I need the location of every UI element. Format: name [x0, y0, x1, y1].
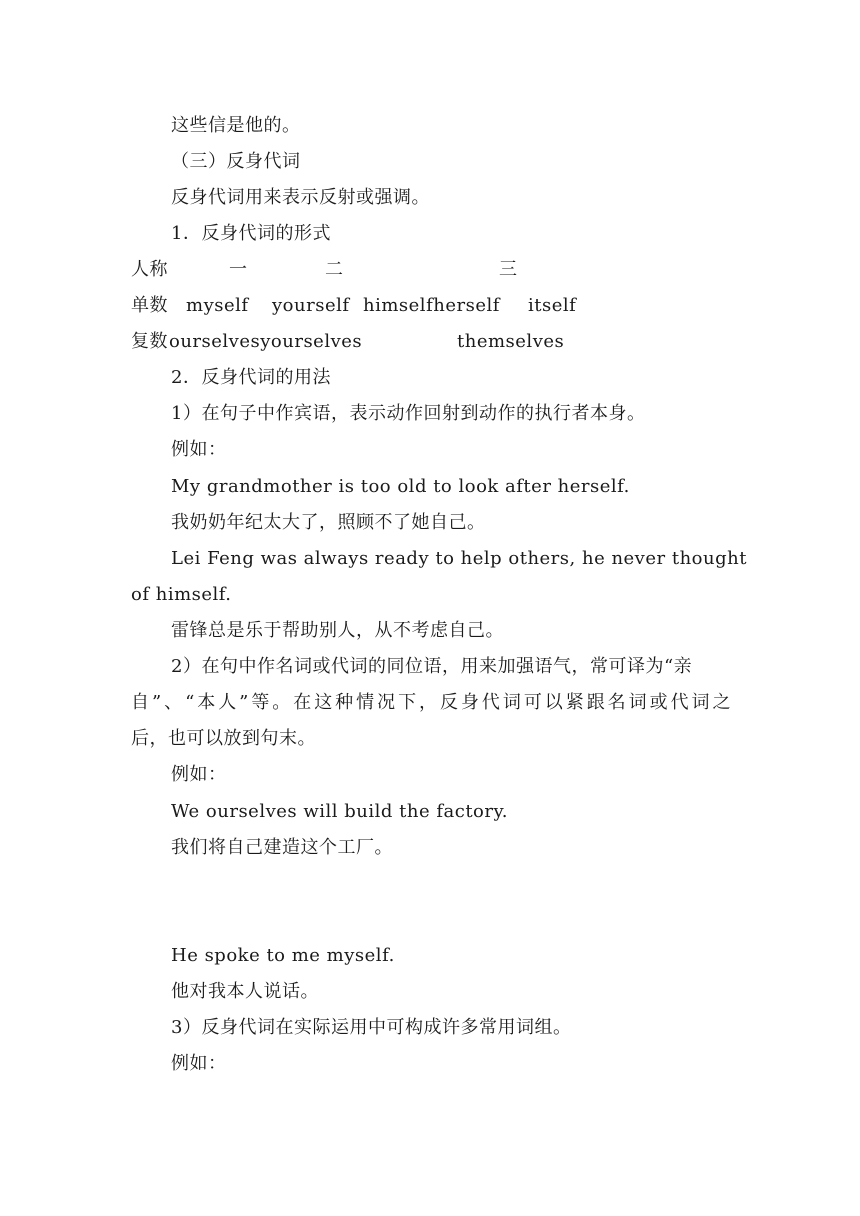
table-cell: 复数 — [131, 331, 168, 352]
subsection-heading: 1．反身代词的形式 — [171, 223, 331, 244]
table-cell: themselves — [457, 331, 565, 352]
text-line: 反身代词用来表示反射或强调。 — [171, 187, 430, 208]
example-sentence: We ourselves will build the factory. — [171, 801, 508, 822]
table-cell: 一 — [229, 259, 248, 280]
table-cell: 二 — [325, 259, 344, 280]
example-translation: 他对我本人说话。 — [171, 981, 319, 1002]
example-label: 例如： — [171, 439, 227, 460]
table-cell: 三 — [499, 259, 518, 280]
example-translation: 我们将自己建造这个工厂。 — [171, 837, 393, 858]
text-line: 这些信是他的。 — [171, 115, 301, 136]
example-sentence: My grandmother is too old to look after herself. — [171, 476, 630, 497]
text-line: 后，也可以放到句末。 — [131, 728, 316, 749]
text-line: 3）反身代词在实际运用中可构成许多常用词组。 — [171, 1017, 572, 1038]
section-heading: （三）反身代词 — [171, 151, 301, 172]
table-cell: yourself — [272, 295, 350, 316]
table-cell: himselfherself — [363, 295, 500, 316]
text-line: 自”、“本人”等。在这种情况下，反身代词可以紧跟名词或代词之 — [131, 692, 731, 713]
example-label: 例如： — [171, 1053, 227, 1074]
text-line: 1）在句子中作宾语，表示动作回射到动作的执行者本身。 — [171, 403, 646, 424]
table-cell: 单数 — [131, 295, 168, 316]
text-line: 2）在句中作名词或代词的同位语，用来加强语气，常可译为“亲 — [171, 656, 693, 677]
example-sentence: of himself. — [131, 584, 232, 605]
example-sentence: He spoke to me myself. — [171, 945, 395, 966]
subsection-heading: 2．反身代词的用法 — [171, 367, 331, 388]
table-cell: ourselvesyourselves — [169, 331, 363, 352]
example-translation: 我奶奶年纪太大了，照顾不了她自己。 — [171, 512, 486, 533]
table-cell: 人称 — [131, 259, 168, 280]
example-sentence: Lei Feng was always ready to help others, he never thought — [171, 548, 747, 569]
table-cell: itself — [528, 295, 577, 316]
table-cell: myself — [186, 295, 249, 316]
example-label: 例如： — [171, 764, 227, 785]
example-translation: 雷锋总是乐于帮助别人，从不考虑自己。 — [171, 620, 504, 641]
